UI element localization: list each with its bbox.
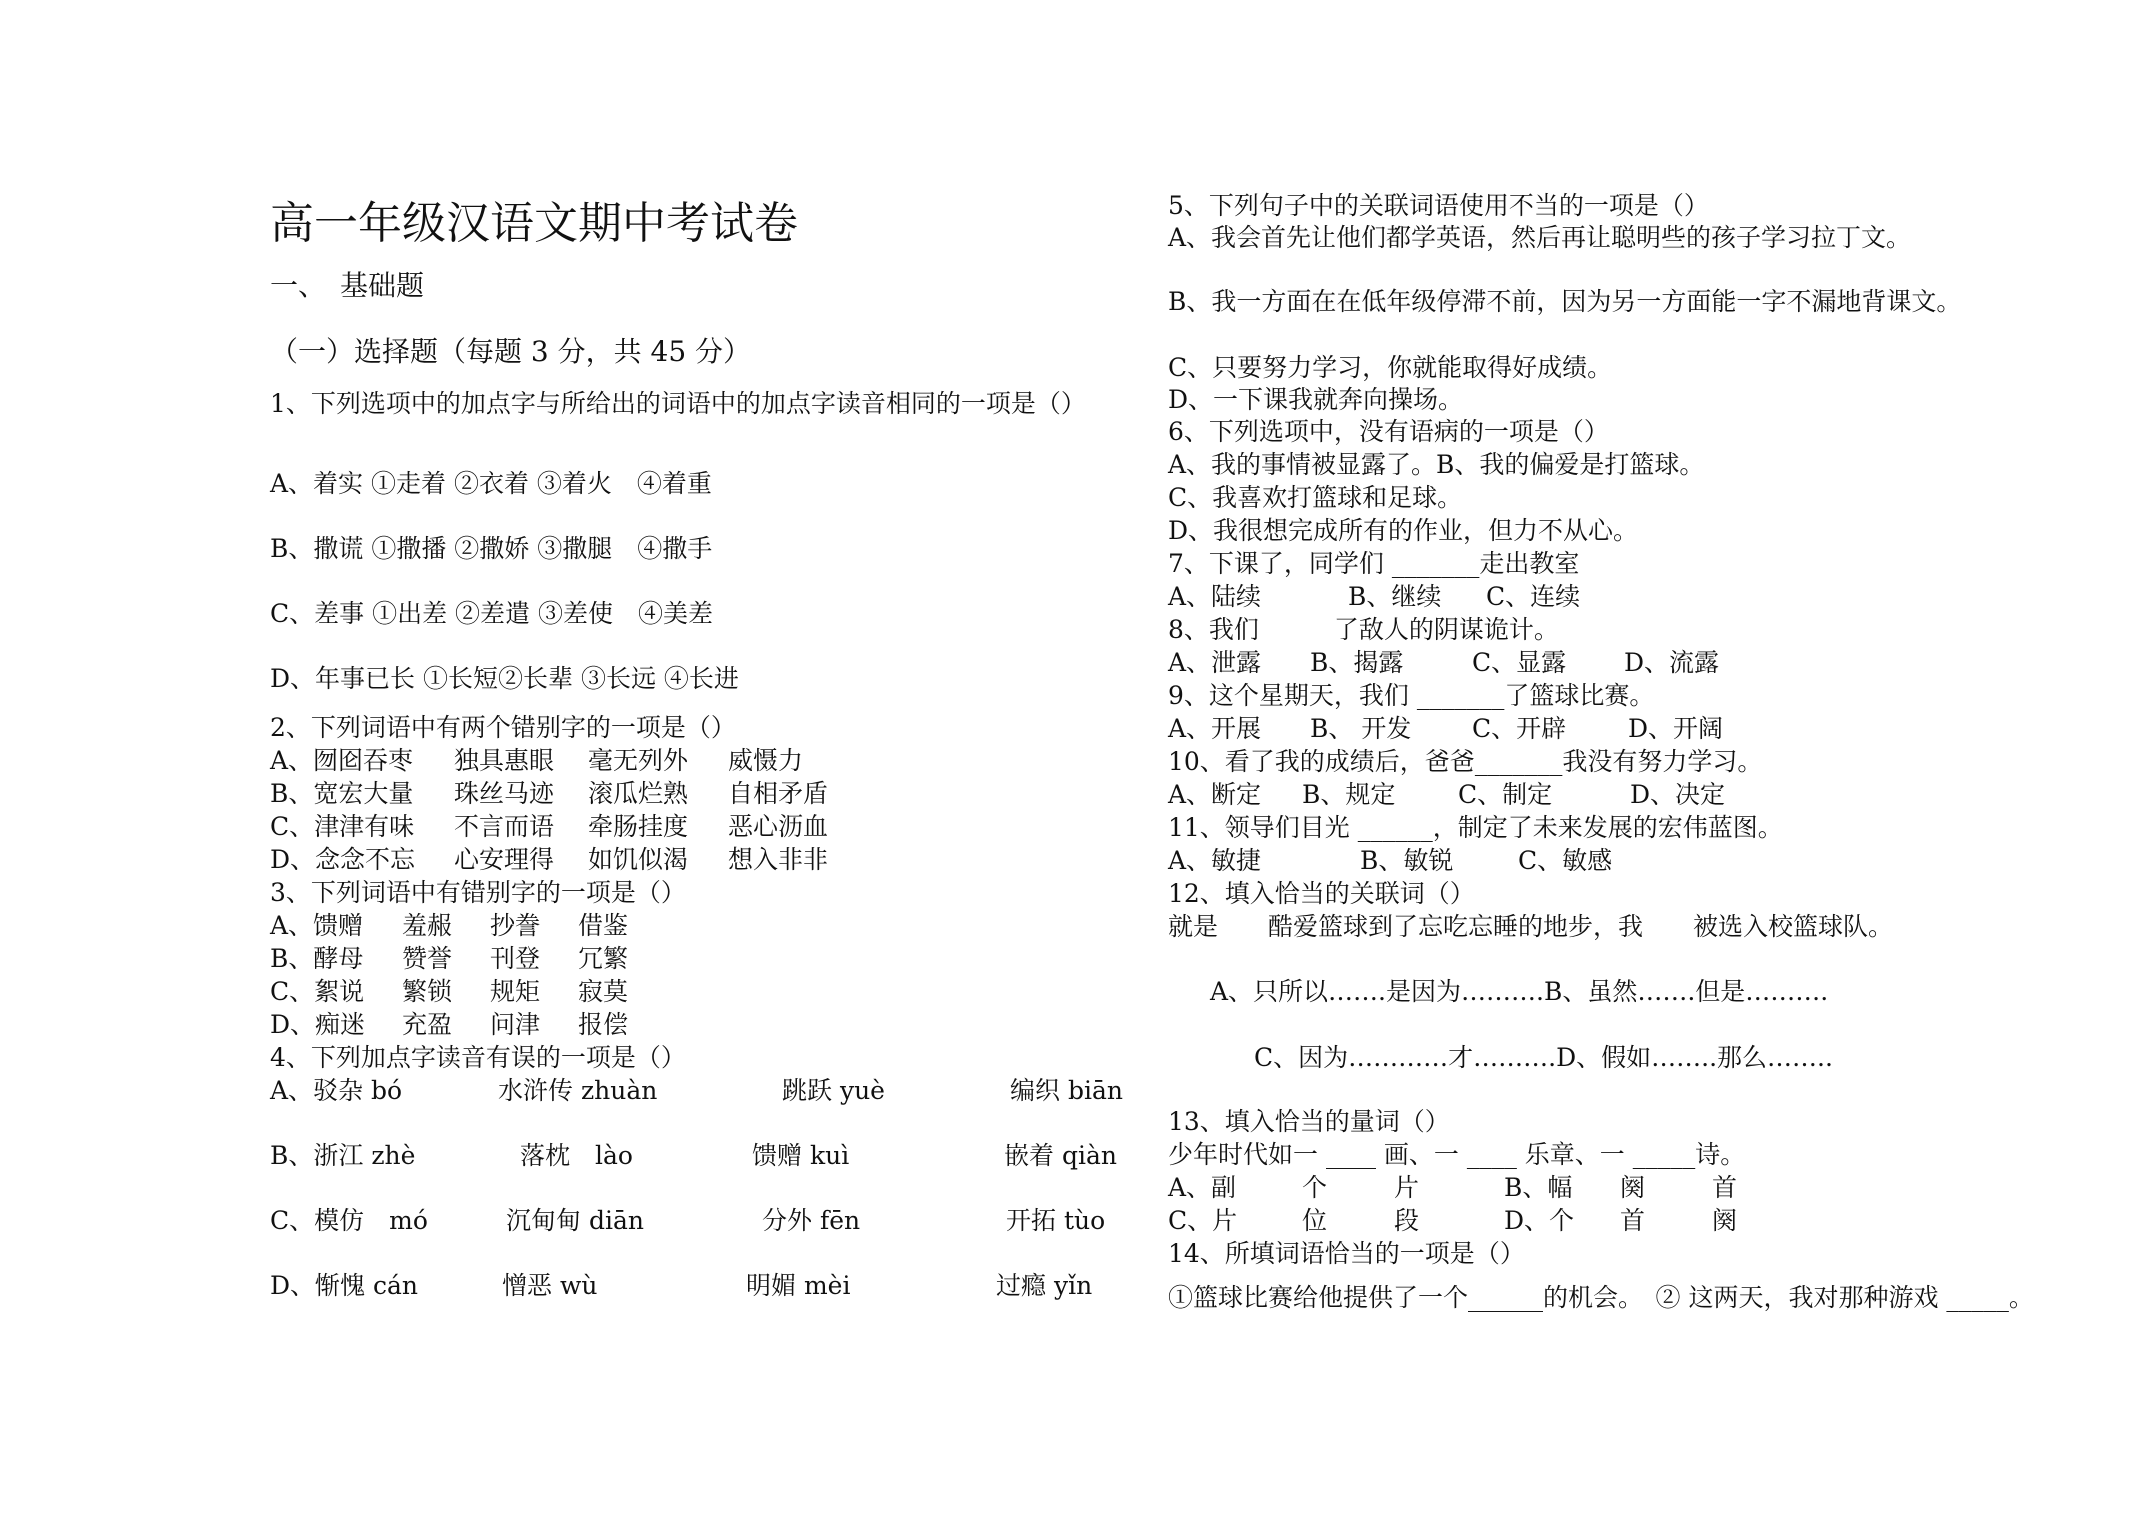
q13-ab-3: 片 — [1394, 1173, 1420, 1202]
q4-b-1: B、浙江 zhè — [270, 1141, 416, 1170]
q4-stem: 4、下列加点字读音有误的一项是（） — [270, 1043, 686, 1072]
q11-opt-c: C、敏感 — [1518, 846, 1613, 875]
q6-stem: 6、下列选项中，没有语病的一项是（） — [1168, 417, 1609, 446]
q5-stem: 5、下列句子中的关联词语使用不当的一项是（） — [1168, 191, 1709, 220]
q2-b-3: 滚瓜烂熟 — [588, 779, 689, 808]
q13-cd-6: 阕 — [1712, 1206, 1738, 1235]
q9-stem: 9、这个星期天，我们 _______了篮球比赛。 — [1168, 681, 1655, 710]
q3-a-3: 抄誊 — [490, 911, 541, 940]
q13-ab-4: B、幅 — [1504, 1173, 1573, 1202]
q5-option-a: A、我会首先让他们都学英语，然后再让聪明些的孩子学习拉丁文。 — [1168, 223, 1912, 252]
q9-opt-a: A、开展 — [1168, 714, 1262, 743]
page-title: 高一年级汉语文期中考试卷 — [270, 198, 798, 249]
q2-b-1: B、宽宏大量 — [270, 779, 414, 808]
q3-c-4: 寂莫 — [578, 977, 629, 1006]
q13-sentence: 少年时代如一 ____ 画、一 ____ 乐章、一 _____诗。 — [1168, 1140, 1746, 1169]
q4-b-4: 嵌着 qiàn — [1004, 1141, 1117, 1170]
q6-option-ab: A、我的事情被显露了。B、我的偏爱是打篮球。 — [1168, 450, 1705, 479]
q2-a-4: 威慑力 — [728, 746, 804, 775]
q3-d-3: 问津 — [490, 1010, 541, 1039]
q3-c-2: 繁锁 — [402, 977, 453, 1006]
q3-stem: 3、下列词语中有错别字的一项是（） — [270, 878, 686, 907]
q13-cd-2: 位 — [1302, 1206, 1328, 1235]
q5-option-d: D、一下课我就奔向操场。 — [1168, 385, 1464, 414]
q1-stem: 1、下列选项中的加点字与所给出的词语中的加点字读音相同的一项是（） — [270, 389, 1086, 418]
q4-b-2: 落枕 lào — [520, 1141, 633, 1170]
q4-a-2: 水浒传 zhuàn — [498, 1076, 658, 1105]
q4-c-2: 沉甸甸 diān — [506, 1206, 644, 1235]
q4-d-2: 憎恶 wù — [502, 1271, 598, 1300]
q3-b-3: 刊登 — [490, 944, 541, 973]
q12-options-ab: A、只所以…….是因为……….B、虽然…….但是………. — [1210, 977, 1829, 1006]
q5-option-c: C、只要努力学习，你就能取得好成绩。 — [1168, 353, 1613, 382]
q14-sentence: ①篮球比赛给他提供了一个______的机会。 ② 这两天，我对那种游戏 _____。 — [1168, 1283, 2034, 1312]
q8-stem: 8、我们 了敌人的阴谋诡计。 — [1168, 615, 1559, 644]
q4-c-1: C、模仿 mó — [270, 1206, 428, 1235]
q12-sentence: 就是 酷爱篮球到了忘吃忘睡的地步，我 被选入校篮球队。 — [1168, 912, 1894, 941]
q4-d-1: D、惭愧 cán — [270, 1271, 418, 1300]
q2-stem: 2、下列词语中有两个错别字的一项是（） — [270, 713, 736, 742]
q10-opt-d: D、决定 — [1630, 780, 1726, 809]
q5-option-b: B、我一方面在在低年级停滞不前，因为另一方面能一字不漏地背课文。 — [1168, 287, 1962, 316]
q13-cd-3: 段 — [1394, 1206, 1420, 1235]
q2-b-2: 珠丝马迹 — [454, 779, 555, 808]
q2-b-4: 自相矛盾 — [728, 779, 829, 808]
q7-opt-b: B、继续 — [1348, 582, 1442, 611]
q13-ab-1: A、副 — [1168, 1173, 1237, 1202]
q6-option-c: C、我喜欢打篮球和足球。 — [1168, 483, 1463, 512]
q3-d-4: 报偿 — [578, 1010, 629, 1039]
q12-options-cd: C、因为…………才……….D、假如……..那么…….. — [1254, 1043, 1833, 1072]
q11-stem: 11、领导们目光 ______，制定了未来发展的宏伟蓝图。 — [1168, 813, 1783, 842]
q4-b-3: 馈赠 kuì — [752, 1141, 850, 1170]
q2-a-3: 毫无列外 — [588, 746, 689, 775]
q2-c-1: C、津津有味 — [270, 812, 415, 841]
q11-opt-b: B、敏锐 — [1360, 846, 1454, 875]
q3-b-1: B、酵母 — [270, 944, 364, 973]
q2-c-3: 牵肠挂度 — [588, 812, 689, 841]
q2-c-4: 恶心沥血 — [728, 812, 829, 841]
q10-opt-c: C、制定 — [1458, 780, 1553, 809]
q3-b-4: 冗繁 — [578, 944, 629, 973]
q13-ab-2: 个 — [1302, 1173, 1328, 1202]
q10-opt-a: A、断定 — [1168, 780, 1262, 809]
q4-a-1: A、驳杂 bó — [270, 1076, 403, 1105]
q4-c-3: 分外 fēn — [762, 1206, 861, 1235]
q10-stem: 10、看了我的成绩后，爸爸_______我没有努力学习。 — [1168, 747, 1763, 776]
q1-option-d: D、年事已长 ①长短②长辈 ③长远 ④长进 — [270, 664, 739, 693]
q2-d-1: D、念念不忘 — [270, 845, 416, 874]
q8-opt-a: A、泄露 — [1168, 648, 1262, 677]
q13-cd-5: 首 — [1620, 1206, 1646, 1235]
q13-cd-4: D、个 — [1504, 1206, 1575, 1235]
q2-c-2: 不言而语 — [454, 812, 555, 841]
q3-c-3: 规矩 — [490, 977, 541, 1006]
q13-stem: 13、填入恰当的量词（） — [1168, 1107, 1450, 1136]
q3-a-4: 借鉴 — [578, 911, 629, 940]
q7-opt-c: C、连续 — [1486, 582, 1581, 611]
q3-b-2: 赞誉 — [402, 944, 453, 973]
q2-d-4: 想入非非 — [728, 845, 829, 874]
q2-d-3: 如饥似渴 — [588, 845, 689, 874]
q7-stem: 7、下课了，同学们 _______走出教室 — [1168, 549, 1580, 578]
subsection-heading: （一）选择题（每题 3 分，共 45 分） — [270, 335, 752, 368]
q4-a-3: 跳跃 yuè — [782, 1076, 885, 1105]
q3-a-1: A、馈赠 — [270, 911, 364, 940]
q3-a-2: 羞赧 — [402, 911, 453, 940]
q8-opt-c: C、显露 — [1472, 648, 1567, 677]
q4-a-4: 编织 biān — [1010, 1076, 1123, 1105]
q1-option-c: C、差事 ①出差 ②差遣 ③差使 ④美差 — [270, 599, 713, 628]
q4-d-4: 过瘾 yǐn — [996, 1271, 1093, 1300]
q3-c-1: C、絮说 — [270, 977, 365, 1006]
q8-opt-b: B、揭露 — [1310, 648, 1404, 677]
q10-opt-b: B、规定 — [1302, 780, 1396, 809]
q3-d-1: D、痴迷 — [270, 1010, 366, 1039]
q2-a-2: 独具惠眼 — [454, 746, 555, 775]
q1-option-b: B、撒谎 ①撒播 ②撒娇 ③撒腿 ④撒手 — [270, 534, 713, 563]
q9-opt-d: D、开阔 — [1628, 714, 1724, 743]
q13-ab-6: 首 — [1712, 1173, 1738, 1202]
q7-opt-a: A、陆续 — [1168, 582, 1262, 611]
q9-opt-c: C、开辟 — [1472, 714, 1567, 743]
q4-c-4: 开拓 tùo — [1006, 1206, 1106, 1235]
q2-a-1: A、囫囵吞枣 — [270, 746, 414, 775]
q3-d-2: 充盈 — [402, 1010, 453, 1039]
q13-cd-1: C、片 — [1168, 1206, 1238, 1235]
q8-opt-d: D、流露 — [1624, 648, 1720, 677]
q11-opt-a: A、敏捷 — [1168, 846, 1262, 875]
q4-d-3: 明媚 mèi — [746, 1271, 851, 1300]
q2-d-2: 心安理得 — [454, 845, 555, 874]
q9-opt-b: B、 开发 — [1310, 714, 1412, 743]
q13-ab-5: 阕 — [1620, 1173, 1646, 1202]
q1-option-a: A、着实 ①走着 ②衣着 ③着火 ④着重 — [270, 469, 712, 498]
q12-stem: 12、填入恰当的关联词（） — [1168, 879, 1475, 908]
q6-option-d: D、我很想完成所有的作业，但力不从心。 — [1168, 516, 1639, 545]
q14-stem: 14、所填词语恰当的一项是（） — [1168, 1239, 1525, 1268]
section-heading: 一、 基础题 — [270, 269, 425, 302]
